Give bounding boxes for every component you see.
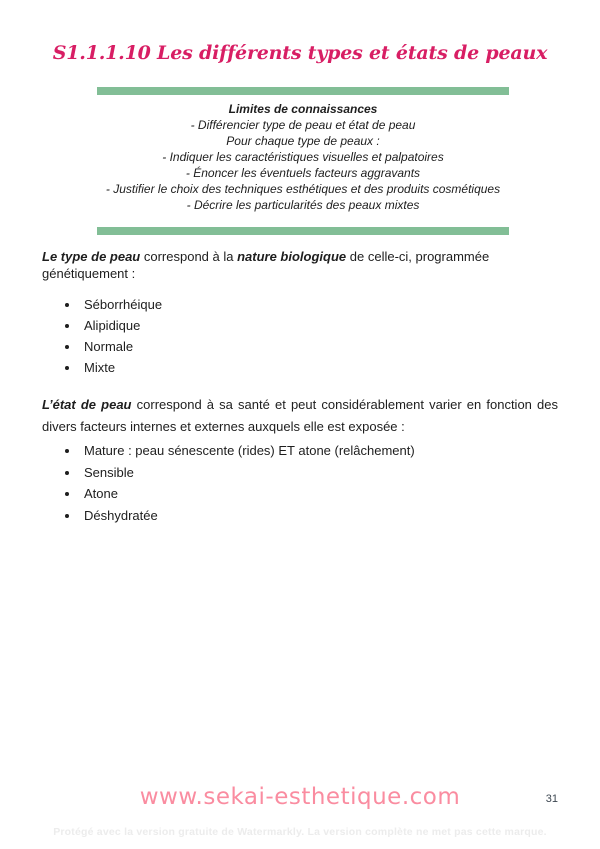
watermark-text: Protégé avec la version gratuite de Watermarkly. La version complète ne met pas cette marque. [53, 826, 547, 838]
limites-line: - Différencier type de peau et état de peau [190, 118, 416, 132]
etat-intro-segment: L’état de peau [42, 397, 132, 412]
list-item: • Normale [80, 336, 558, 357]
body-content [42, 248, 558, 526]
limites-box [97, 87, 509, 235]
list-item: • Alipidique [80, 315, 558, 336]
website-link[interactable]: www.sekai-esthetique.com [139, 784, 461, 810]
etat-intro-paragraph [42, 394, 558, 438]
type-list [42, 294, 558, 378]
limites-line: - Justifier le choix des techniques esthétiques et des produits cosmétiques [105, 182, 501, 196]
limites-line: - Énoncer les éventuels facteurs aggravants [185, 166, 421, 180]
list-item: • Mixte [80, 357, 558, 378]
list-item: • Séborrhéique [80, 294, 558, 315]
limites-line: - Indiquer les caractéristiques visuelles et palpatoires [162, 150, 444, 164]
type-intro-segment: correspond à la [140, 249, 238, 264]
type-intro-paragraph [42, 248, 558, 282]
etat-intro-segment: correspond à sa santé et peut considérablement varier en fonction des divers facteurs internes et externes auxquels elle est exposée : [42, 397, 558, 434]
list-item: • Atone [80, 483, 558, 505]
type-intro-segment: Le type de peau [42, 249, 141, 264]
list-item: • Déshydratée [80, 505, 558, 527]
limites-line: Pour chaque type de peaux : [226, 134, 380, 148]
list-item: • Mature : peau sénescente (rides) ET atone (relâchement) [80, 440, 558, 462]
page-number: 31 [545, 793, 558, 805]
list-item: • Sensible [80, 462, 558, 484]
type-intro-segment: de celle-ci, programmée génétiquement : [42, 249, 490, 281]
type-intro-segment: nature biologique [237, 249, 347, 264]
limites-heading: Limites de connaissances [228, 102, 378, 116]
page-title: S1.1.1.10 Les différents types et états de peaux [52, 42, 548, 64]
limites-line: - Décrire les particularités des peaux mixtes [186, 198, 420, 212]
etat-list [42, 440, 558, 526]
